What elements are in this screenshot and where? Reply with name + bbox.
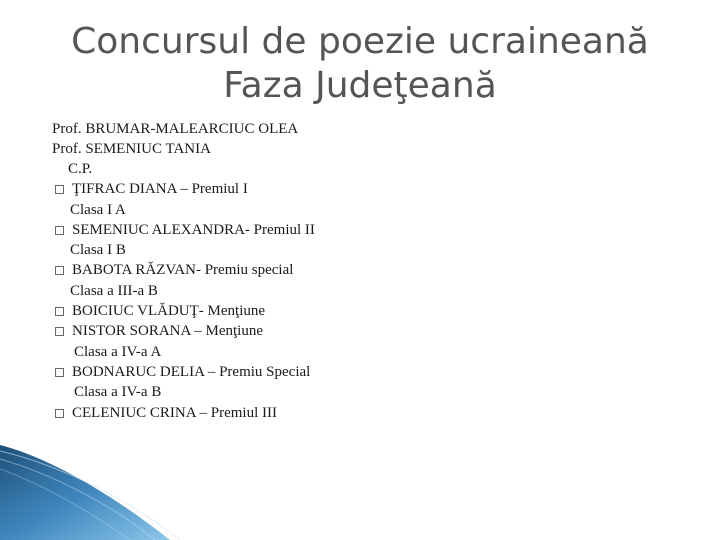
list-item: Prof. BRUMAR-MALEARCIUC OLEA	[52, 121, 299, 137]
list-item: C.P.	[68, 161, 93, 177]
list-item: Clasa I B	[70, 242, 126, 258]
list-item: Clasa I A	[70, 202, 126, 218]
list-item: SEMENIUC ALEXANDRA- Premiul II	[72, 222, 315, 238]
list-item: Clasa a III-a B	[70, 283, 158, 299]
slide-title: Concursul de poezie ucraineană	[71, 21, 649, 62]
list-item: ŢIFRAC DIANA – Premiul I	[72, 181, 248, 197]
list-item: NISTOR SORANA – Menţiune	[72, 323, 263, 339]
square-bullet-icon	[55, 327, 64, 336]
list-item: Clasa a IV-a A	[74, 344, 162, 360]
square-bullet-icon	[55, 307, 64, 316]
list-item: Prof. SEMENIUC TANIA	[52, 141, 211, 157]
list-item: BOICIUC VLĂDUŢ- Menţiune	[72, 303, 266, 319]
square-bullet-icon	[55, 266, 64, 275]
list-item: BABOTA RĂZVAN- Premiu special	[72, 262, 294, 278]
square-bullet-icon	[55, 185, 64, 194]
list-item: Clasa a IV-a B	[74, 384, 162, 400]
square-bullet-icon	[55, 409, 64, 418]
list-item: CELENIUC CRINA – Premiul III	[72, 405, 277, 421]
decorative-wave	[0, 445, 720, 540]
square-bullet-icon	[55, 226, 64, 235]
square-bullet-icon	[55, 368, 64, 377]
slide-subtitle: Faza Judeţeană	[223, 65, 497, 106]
list-item: BODNARUC DELIA – Premiu Special	[72, 364, 311, 380]
